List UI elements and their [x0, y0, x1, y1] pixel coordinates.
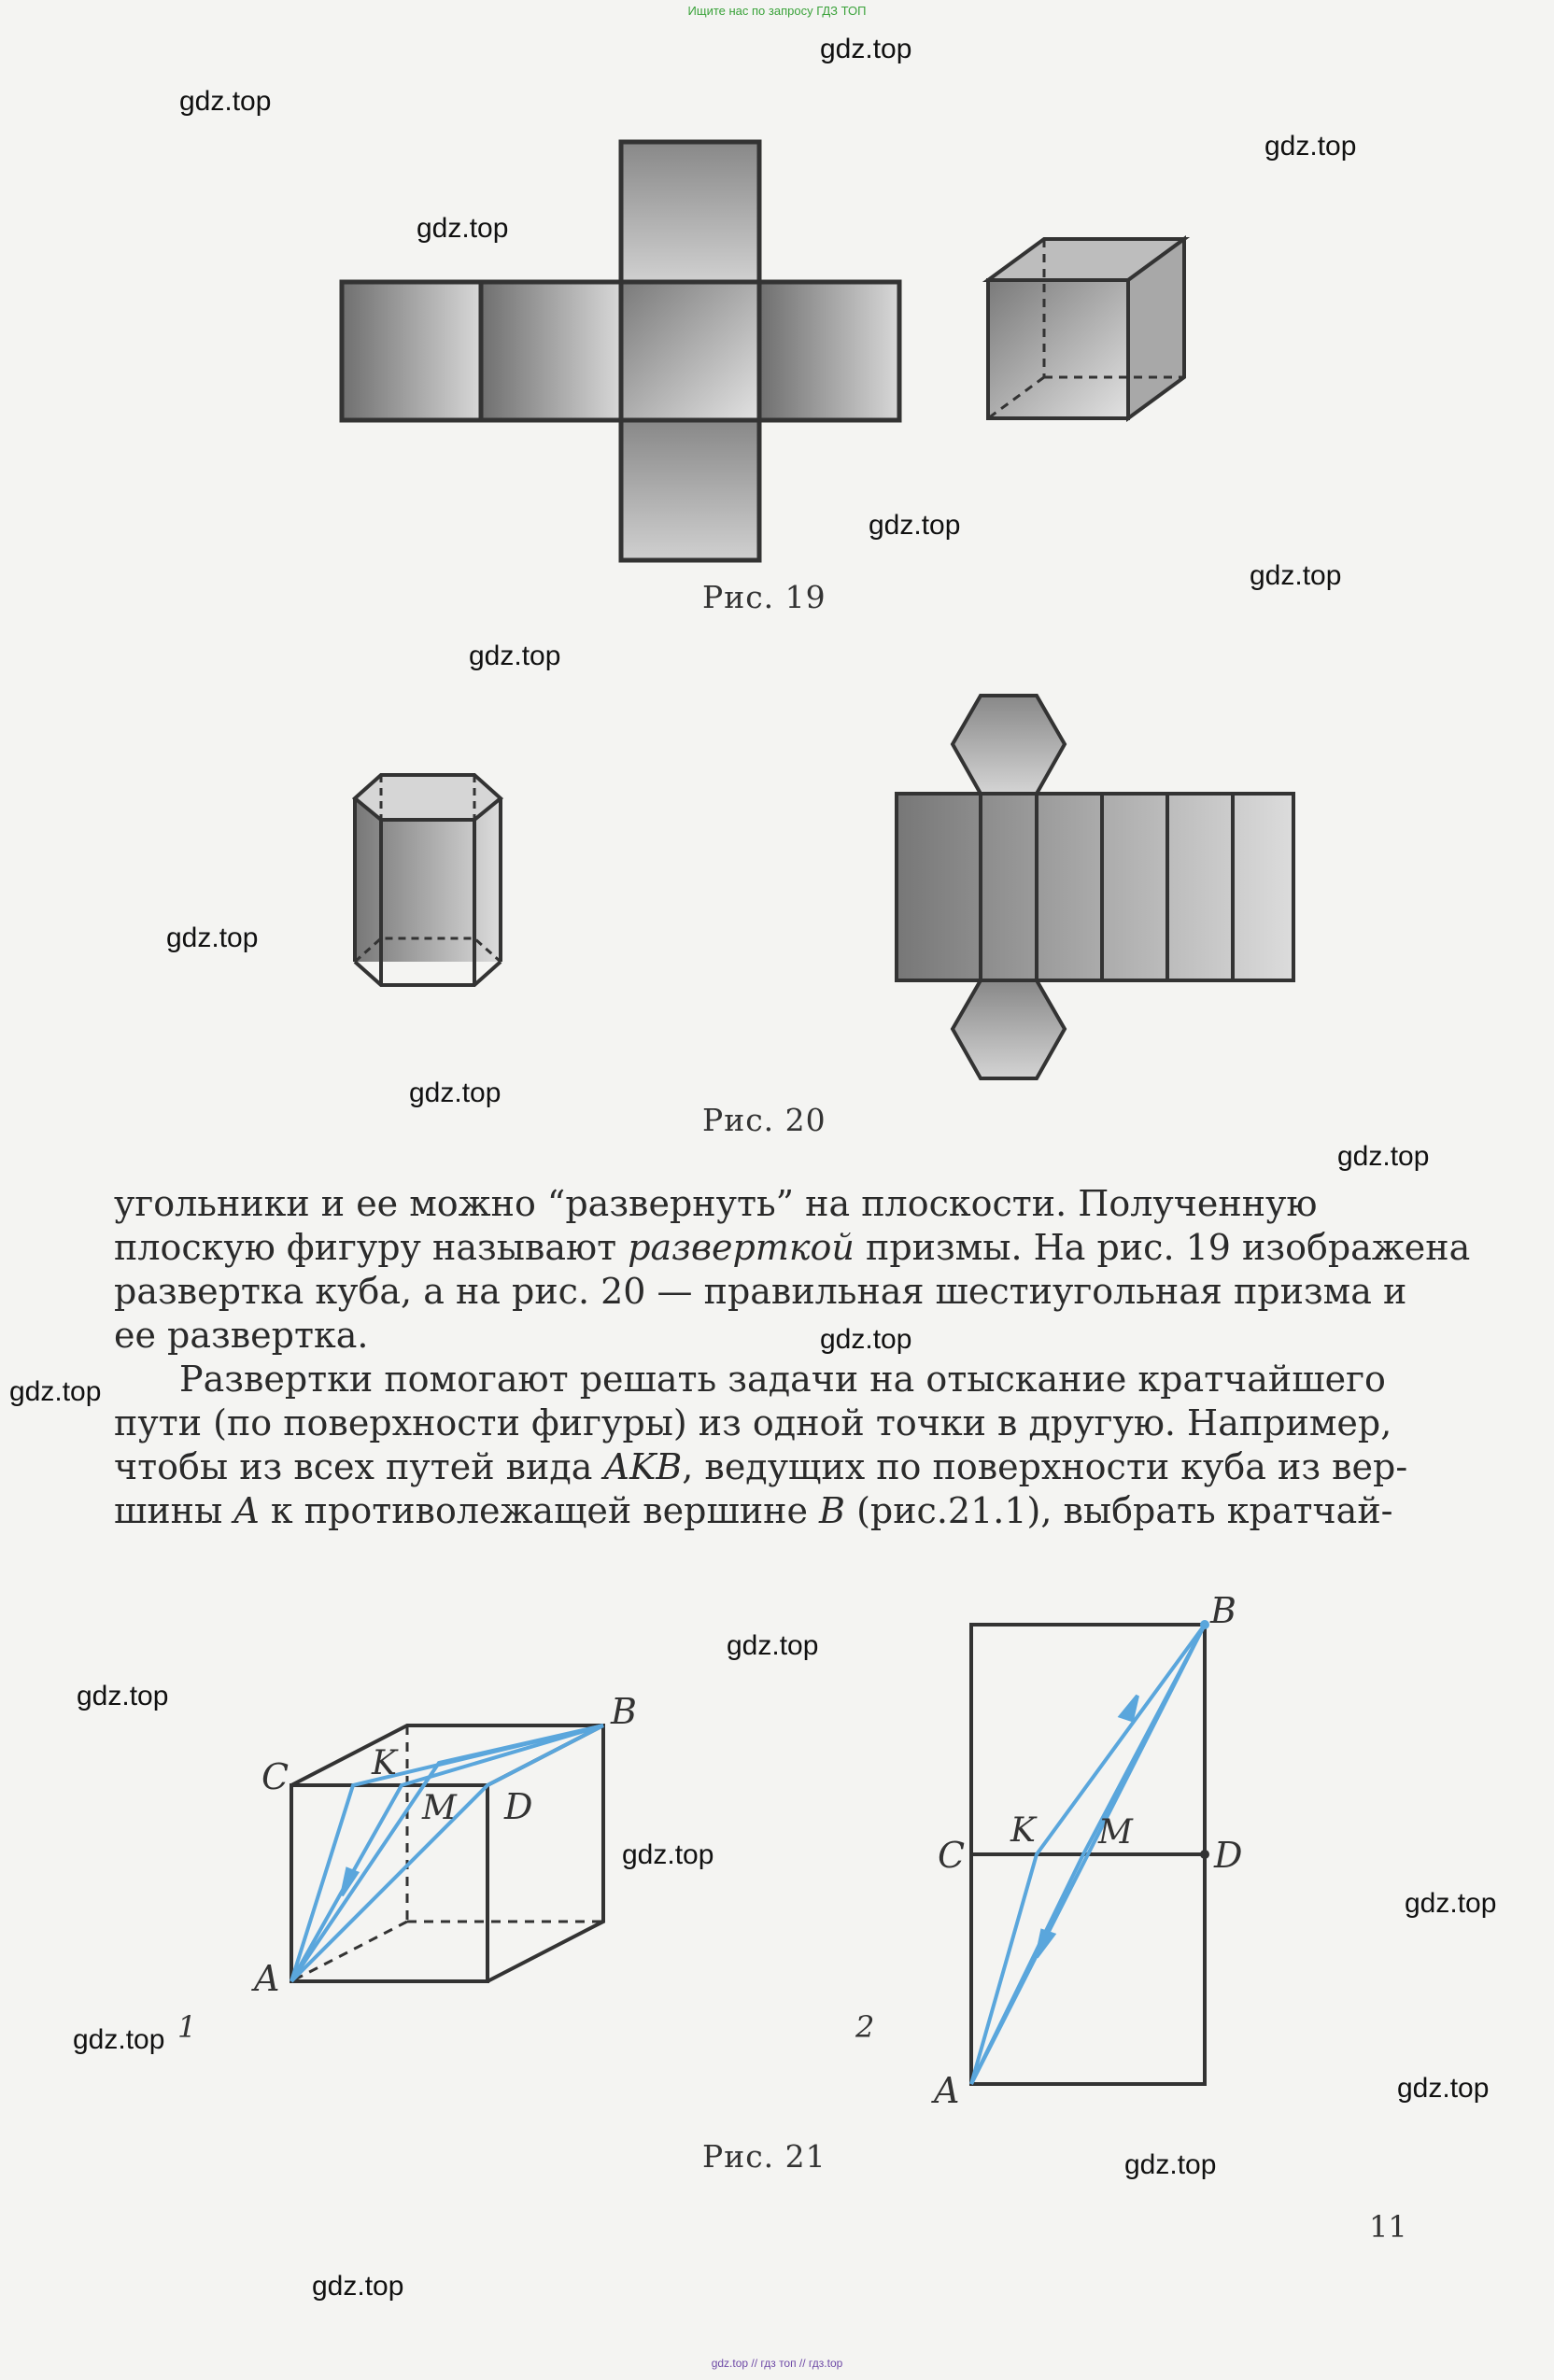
p2-line-3: чтобы из всех путей вида AKB, ведущих по поверхности куба из вер-	[114, 1446, 1408, 1487]
fig20-caption: Рис. 20	[702, 1102, 826, 1138]
watermark: gdz.top	[869, 510, 961, 541]
hexagonal-prism-net	[897, 696, 1293, 1078]
fig21-1-label-B: B	[611, 1691, 637, 1732]
fig21-2-label-C: C	[938, 1835, 966, 1876]
fig21-1-label-C: C	[261, 1756, 290, 1797]
figure-20	[0, 654, 1554, 1120]
watermark: gdz.top	[820, 34, 912, 64]
watermark: gdz.top	[179, 86, 272, 117]
p2-line-2: пути (по поверхности фигуры) из одной точки в другую. Например,	[114, 1402, 1392, 1443]
watermark: gdz.top	[73, 2024, 165, 2055]
fig21-2-label-M: M	[1098, 1813, 1133, 1852]
figure-21	[0, 1587, 1554, 2194]
fig21-1-label-A: A	[254, 1958, 280, 1999]
bottom-banner: gdz.top // гдз топ // гдз.top	[711, 2357, 843, 2370]
watermark: gdz.top	[166, 922, 259, 953]
p1-line-3: развертка куба, а на рис. 20 — правильная шестиугольная призма и	[114, 1271, 1407, 1312]
fig21-1-label-D: D	[504, 1786, 533, 1827]
fig21-1-number: 1	[177, 2009, 197, 2045]
fig19-caption: Рис. 19	[702, 579, 826, 615]
watermark: gdz.top	[77, 1681, 169, 1711]
watermark: gdz.top	[1405, 1888, 1497, 1919]
fig21-2-label-K: K	[1010, 1811, 1036, 1850]
page-number: 11	[1369, 2209, 1407, 2245]
fig21-2-label-B: B	[1210, 1590, 1236, 1631]
fig21-2-label-A: A	[934, 2070, 960, 2111]
p2-line-1: Развертки помогают решать задачи на отыскание кратчайшего	[179, 1359, 1386, 1400]
watermark: gdz.top	[1264, 131, 1357, 162]
paragraph-1	[114, 1182, 1471, 1358]
fig21-1-label-K: K	[372, 1744, 397, 1782]
watermark: gdz.top	[820, 1324, 912, 1355]
watermark: gdz.top	[622, 1839, 714, 1870]
p1-line-1: угольники и ее можно “развернуть” на плоскости. Полученную	[114, 1183, 1318, 1224]
paragraph-2	[114, 1358, 1408, 1533]
top-banner: Ищите нас по запросу ГДЗ ТОП	[687, 4, 867, 18]
cube-3d	[988, 239, 1184, 418]
watermark: gdz.top	[1250, 560, 1342, 591]
watermark: gdz.top	[417, 213, 509, 244]
p2-line-4: шины A к противолежащей вершине B (рис.21.1), выбрать кратчай-	[114, 1490, 1393, 1531]
watermark: gdz.top	[9, 1376, 102, 1407]
hexagonal-prism	[355, 775, 501, 985]
watermark: gdz.top	[469, 641, 561, 671]
watermark: gdz.top	[727, 1630, 819, 1661]
watermark: gdz.top	[1397, 2073, 1490, 2104]
p1-line-2: плоскую фигуру называют разверткой призмы. На рис. 19 изображена	[114, 1227, 1471, 1268]
p1-line-4: ее развертка.	[114, 1315, 369, 1356]
watermark: gdz.top	[312, 2271, 404, 2302]
fig21-2-number: 2	[855, 2009, 875, 2045]
fig21-caption: Рис. 21	[702, 2138, 826, 2175]
watermark: gdz.top	[1124, 2149, 1217, 2180]
fig21-cube-paths	[291, 1725, 603, 1981]
fig21-1-label-M: M	[422, 1789, 457, 1827]
watermark: gdz.top	[409, 1077, 502, 1108]
fig21-2-label-D: D	[1214, 1835, 1243, 1876]
cube-net	[342, 142, 899, 560]
watermark: gdz.top	[1337, 1141, 1430, 1172]
